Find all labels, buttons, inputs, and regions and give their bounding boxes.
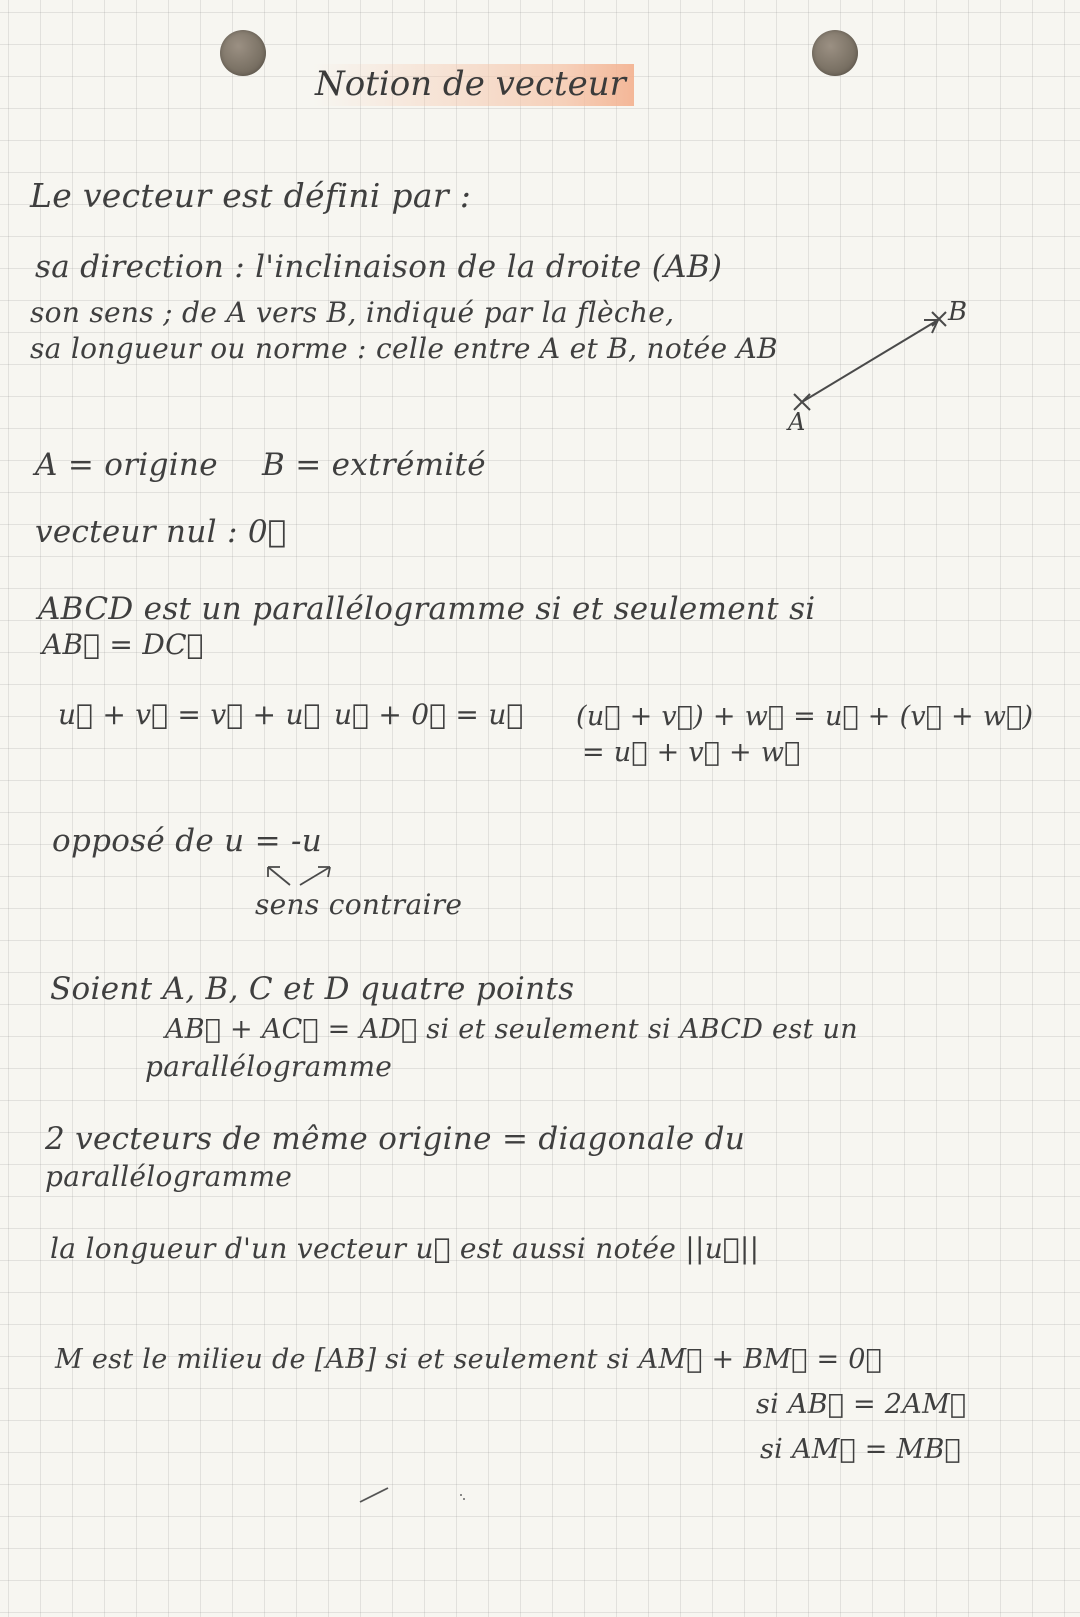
binder-hole-left <box>220 30 266 76</box>
origine-line: A = origine <box>35 447 218 483</box>
vector-diagram <box>760 290 980 440</box>
point-b-label: B <box>948 297 968 327</box>
soient-line: Soient A, B, C et D quatre points <box>50 971 575 1007</box>
oppose-line: opposé de u = -u <box>52 823 323 859</box>
somme-suite-line: parallélogramme <box>145 1050 393 1083</box>
associativite-suite-line: = u⃗ + v⃗ + w⃗ <box>582 737 801 768</box>
extremite-line: B = extrémité <box>262 447 486 483</box>
sens-contraire-label: sens contraire <box>255 888 463 921</box>
milieu-line-3: si AM⃗ = MB⃗ <box>760 1434 961 1465</box>
neutre-line: u⃗ + 0⃗ = u⃗ <box>334 698 524 731</box>
binder-hole-right <box>812 30 858 76</box>
direction-line: sa direction : l'inclinaison de la droite (AB) <box>35 249 723 285</box>
sens-line: son sens ; de A vers B, indiqué par la flèche, <box>30 296 675 329</box>
page-title <box>305 62 646 108</box>
somme-line: AB⃗ + AC⃗ = AD⃗ si et seulement si ABCD est un <box>165 1014 858 1045</box>
vector-ab-line <box>802 320 938 402</box>
parallelogramme-line: ABCD est un parallélogramme si et seulement si <box>38 591 816 627</box>
point-a-label: A <box>788 408 806 436</box>
vecteur-nul-line: vecteur nul : 0⃗ <box>35 514 287 550</box>
egalite-line: AB⃗ = DC⃗ <box>42 628 204 661</box>
title-text: Notion de vecteur <box>313 64 634 106</box>
milieu-line: M est le milieu de [AB] si et seulement si AM⃗ + BM⃗ = 0⃗ <box>55 1344 882 1375</box>
longueur-line: sa longueur ou norme : celle entre A et B, notée AB <box>30 332 778 365</box>
intro-line: Le vecteur est défini par : <box>30 176 472 215</box>
commutativite-line: u⃗ + v⃗ = v⃗ + u⃗ <box>58 698 321 731</box>
pen-dots <box>458 1492 468 1502</box>
milieu-line-2: si AB⃗ = 2AM⃗ <box>756 1389 967 1420</box>
diagonale-line: 2 vecteurs de même origine = diagonale du <box>45 1121 746 1157</box>
diagonale-suite-line: parallélogramme <box>45 1160 293 1193</box>
norme-line: la longueur d'un vecteur u⃗ est aussi notée ||u⃗|| <box>50 1232 760 1265</box>
associativite-line: (u⃗ + v⃗) + w⃗ = u⃗ + (v⃗ + w⃗) <box>576 701 1034 732</box>
pen-mark <box>350 1480 410 1510</box>
